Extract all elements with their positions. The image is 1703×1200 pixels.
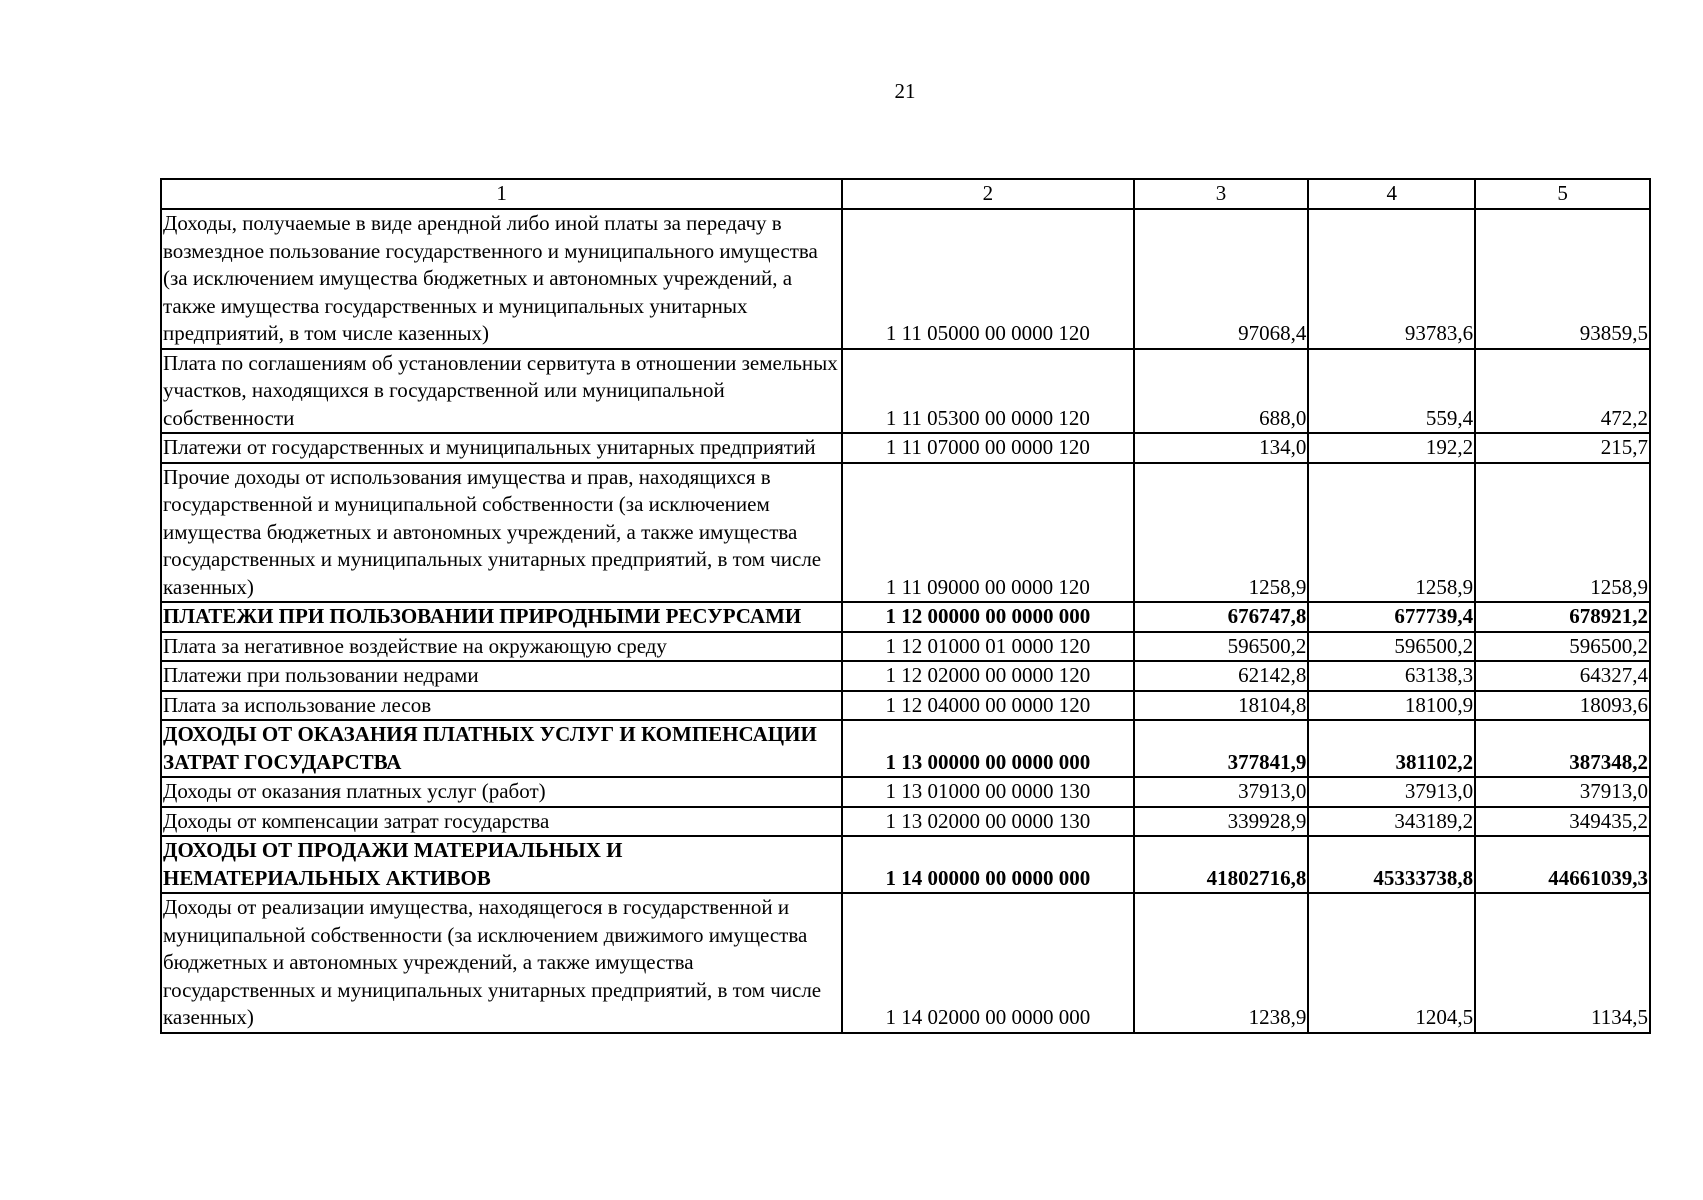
row-value-col5: 1134,5: [1475, 893, 1650, 1033]
table-row: [161, 632, 1650, 662]
row-name: ПЛАТЕЖИ ПРИ ПОЛЬЗОВАНИИ ПРИРОДНЫМИ РЕСУРСАМИ: [161, 602, 842, 632]
row-code: 1 12 00000 00 0000 000: [842, 602, 1133, 632]
row-code: 1 13 01000 00 0000 130: [842, 777, 1133, 807]
row-value-col4: 45333738,8: [1308, 836, 1475, 893]
revenue-table: [160, 178, 1651, 1034]
row-value-col5: 472,2: [1475, 349, 1650, 434]
column-number-row: [161, 179, 1650, 209]
row-name: ДОХОДЫ ОТ ОКАЗАНИЯ ПЛАТНЫХ УСЛУГ И КОМПЕНСАЦИИ ЗАТРАТ ГОСУДАРСТВА: [161, 720, 842, 777]
table-row-section-total: [161, 720, 1650, 777]
row-value-col5: 387348,2: [1475, 720, 1650, 777]
row-value-col3: 339928,9: [1134, 807, 1309, 837]
row-value-col4: 677739,4: [1308, 602, 1475, 632]
row-value-col5: 215,7: [1475, 433, 1650, 463]
row-name: Платежи от государственных и муниципальных унитарных предприятий: [161, 433, 842, 463]
row-name: Платежи при пользовании недрами: [161, 661, 842, 691]
row-code: 1 13 02000 00 0000 130: [842, 807, 1133, 837]
row-value-col3: 97068,4: [1134, 209, 1309, 349]
row-code: 1 12 02000 00 0000 120: [842, 661, 1133, 691]
row-value-col5: 678921,2: [1475, 602, 1650, 632]
row-value-col3: 134,0: [1134, 433, 1309, 463]
row-name: Плата за использование лесов: [161, 691, 842, 721]
row-value-col4: 192,2: [1308, 433, 1475, 463]
row-value-col4: 93783,6: [1308, 209, 1475, 349]
row-code: 1 11 05000 00 0000 120: [842, 209, 1133, 349]
table-row: [161, 807, 1650, 837]
row-value-col5: 37913,0: [1475, 777, 1650, 807]
row-value-col4: 596500,2: [1308, 632, 1475, 662]
row-code: 1 11 09000 00 0000 120: [842, 463, 1133, 603]
row-name: ДОХОДЫ ОТ ПРОДАЖИ МАТЕРИАЛЬНЫХ И НЕМАТЕРИАЛЬНЫХ АКТИВОВ: [161, 836, 842, 893]
row-name: Плата за негативное воздействие на окружающую среду: [161, 632, 842, 662]
row-value-col5: 596500,2: [1475, 632, 1650, 662]
row-value-col3: 1238,9: [1134, 893, 1309, 1033]
row-value-col4: 343189,2: [1308, 807, 1475, 837]
row-code: 1 11 07000 00 0000 120: [842, 433, 1133, 463]
row-code: 1 12 01000 01 0000 120: [842, 632, 1133, 662]
row-value-col4: 63138,3: [1308, 661, 1475, 691]
row-value-col3: 37913,0: [1134, 777, 1309, 807]
row-value-col3: 1258,9: [1134, 463, 1309, 603]
table-row: [161, 691, 1650, 721]
row-value-col4: 37913,0: [1308, 777, 1475, 807]
row-value-col5: 1258,9: [1475, 463, 1650, 603]
table-row: [161, 463, 1650, 603]
row-value-col3: 676747,8: [1134, 602, 1309, 632]
column-header-3: 3: [1134, 179, 1309, 209]
row-name: Доходы, получаемые в виде арендной либо иной платы за передачу в возмездное пользование государственного и муниципального имущества (за исключением имущества бюджетных и автономных учреждений, а также имущества государственных и муниципальных унитарных предприятий, в том числе казенных): [161, 209, 842, 349]
row-value-col3: 62142,8: [1134, 661, 1309, 691]
row-value-col4: 381102,2: [1308, 720, 1475, 777]
row-name: Прочие доходы от использования имущества и прав, находящихся в государственной и муниципальной собственности (за исключением имущества бюджетных и автономных учреждений, а также имущества государственных и муниципальных унитарных предприятий, в том числе казенных): [161, 463, 842, 603]
row-name: Плата по соглашениям об установлении сервитута в отношении земельных участков, находящихся в государственной или муниципальной собственности: [161, 349, 842, 434]
table-row: [161, 349, 1650, 434]
row-value-col3: 688,0: [1134, 349, 1309, 434]
row-name: Доходы от компенсации затрат государства: [161, 807, 842, 837]
table-row-section-total: [161, 836, 1650, 893]
row-code: 1 11 05300 00 0000 120: [842, 349, 1133, 434]
row-code: 1 12 04000 00 0000 120: [842, 691, 1133, 721]
row-value-col3: 596500,2: [1134, 632, 1309, 662]
row-value-col4: 18100,9: [1308, 691, 1475, 721]
table-row-section-total: [161, 602, 1650, 632]
column-header-4: 4: [1308, 179, 1475, 209]
row-value-col5: 18093,6: [1475, 691, 1650, 721]
row-value-col4: 1204,5: [1308, 893, 1475, 1033]
table-row: [161, 433, 1650, 463]
page-number: 21: [894, 79, 916, 103]
row-code: 1 14 00000 00 0000 000: [842, 836, 1133, 893]
row-name: Доходы от реализации имущества, находящегося в государственной и муниципальной собственности (за исключением движимого имущества бюджетных и автономных учреждений, а также имущества государственных и муниципальных унитарных предприятий, в том числе казенных): [161, 893, 842, 1033]
column-header-5: 5: [1475, 179, 1650, 209]
row-value-col4: 1258,9: [1308, 463, 1475, 603]
row-value-col4: 559,4: [1308, 349, 1475, 434]
table-row: [161, 661, 1650, 691]
row-value-col3: 18104,8: [1134, 691, 1309, 721]
row-value-col3: 41802716,8: [1134, 836, 1309, 893]
row-value-col5: 64327,4: [1475, 661, 1650, 691]
table-row: [161, 209, 1650, 349]
column-header-2: 2: [842, 179, 1133, 209]
row-value-col5: 93859,5: [1475, 209, 1650, 349]
row-name: Доходы от оказания платных услуг (работ): [161, 777, 842, 807]
row-value-col5: 349435,2: [1475, 807, 1650, 837]
row-value-col3: 377841,9: [1134, 720, 1309, 777]
row-code: 1 14 02000 00 0000 000: [842, 893, 1133, 1033]
row-value-col5: 44661039,3: [1475, 836, 1650, 893]
table-row: [161, 777, 1650, 807]
column-header-1: 1: [161, 179, 842, 209]
table-row: [161, 893, 1650, 1033]
row-code: 1 13 00000 00 0000 000: [842, 720, 1133, 777]
